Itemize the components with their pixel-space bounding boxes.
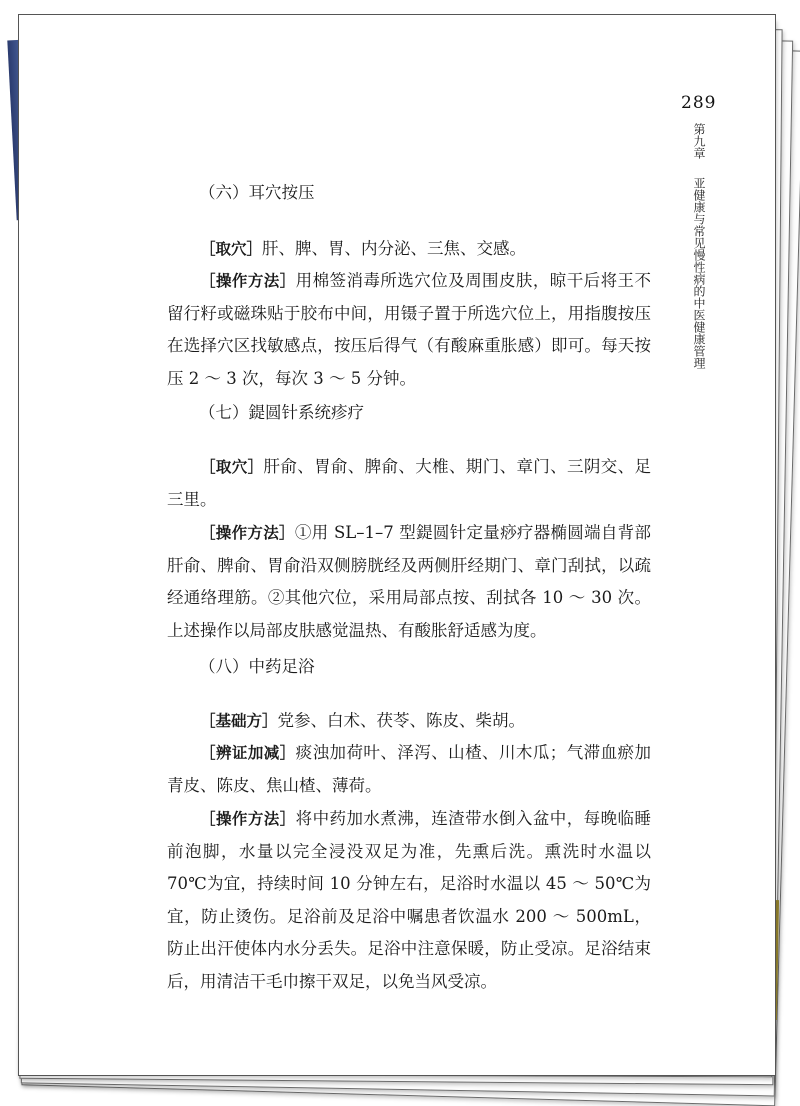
- paragraph-tag: ［取穴］: [200, 240, 263, 258]
- paragraph-text: 痰浊加荷叶、泽泻、山楂、川木瓜；气滞血瘀加青皮、陈皮、焦山楂、薄荷。: [167, 743, 651, 795]
- chapter-label: 第九章: [692, 123, 706, 159]
- paragraph-text: 肝、脾、胃、内分泌、三焦、交感。: [262, 239, 527, 258]
- paragraph-tag: ［辨证加减］: [200, 744, 296, 762]
- chapter-title: 亚健康与常见慢性病的中医健康管理: [692, 177, 706, 369]
- paragraph-tag: ［操作方法］: [200, 810, 296, 828]
- paragraph: [167, 451, 651, 516]
- page-number: 289: [681, 93, 717, 113]
- paragraph: [167, 517, 651, 647]
- section-heading: （六）耳穴按压: [199, 183, 315, 202]
- paragraph-text: ①用 SL–1–7 型鍉圆针定量痧疗器椭圆端自背部肝俞、脾俞、胃俞沿双侧膀胱经及两侧肝经期门、章门刮拭，以疏经通络理筋。②其他穴位，采用局部点按、刮拭各 10 ～ 30 次。上述操作以局部皮肤感觉温热、有酸胀舒适感为度。: [167, 523, 651, 640]
- section-heading: （八）中药足浴: [199, 657, 315, 676]
- section-heading: （七）鍉圆针系统疹疗: [199, 403, 364, 422]
- paragraph: [167, 265, 651, 395]
- paragraph: [167, 803, 651, 998]
- paragraph: [167, 737, 651, 802]
- paragraph-text: 用棉签消毒所选穴位及周围皮肤，晾干后将王不留行籽或磁珠贴于胶布中间，用镊子置于所选穴位上，用指腹按压在选择穴区找敏感点，按压后得气（有酸麻重胀感）即可。每天按压 2 ～ 3 次，每次 3 ～ 5 分钟。: [167, 271, 651, 388]
- paragraph: [167, 233, 651, 266]
- paragraph-text: 党参、白术、茯苓、陈皮、柴胡。: [277, 711, 526, 730]
- running-head: [685, 123, 705, 369]
- paragraph-text: 肝俞、胃俞、脾俞、大椎、期门、章门、三阴交、足三里。: [167, 457, 651, 509]
- paragraph-tag: ［基础方］: [200, 712, 278, 730]
- paragraph-text: 将中药加水煮沸，连渣带水倒入盆中，每晚临睡前泡脚，水量以完全浸没双足为准，先熏后洗。熏洗时水温以 70℃为宜，持续时间 10 分钟左右，足浴时水温以 45 ～ 50℃为宜，防止烫伤。足浴前及足浴中嘱患者饮温水 200 ～ 500mL，防止出汗使体内水分丢失。足浴中注意保暖，防止受凉。足浴结束后，用清洁干毛巾擦干双足，以免当风受凉。: [167, 809, 651, 991]
- paragraph: [167, 705, 651, 738]
- paragraph-tag: ［操作方法］: [200, 524, 295, 542]
- paragraph-tag: ［取穴］: [200, 458, 264, 476]
- paragraph-tag: ［操作方法］: [200, 272, 296, 290]
- book-page: [18, 14, 776, 1076]
